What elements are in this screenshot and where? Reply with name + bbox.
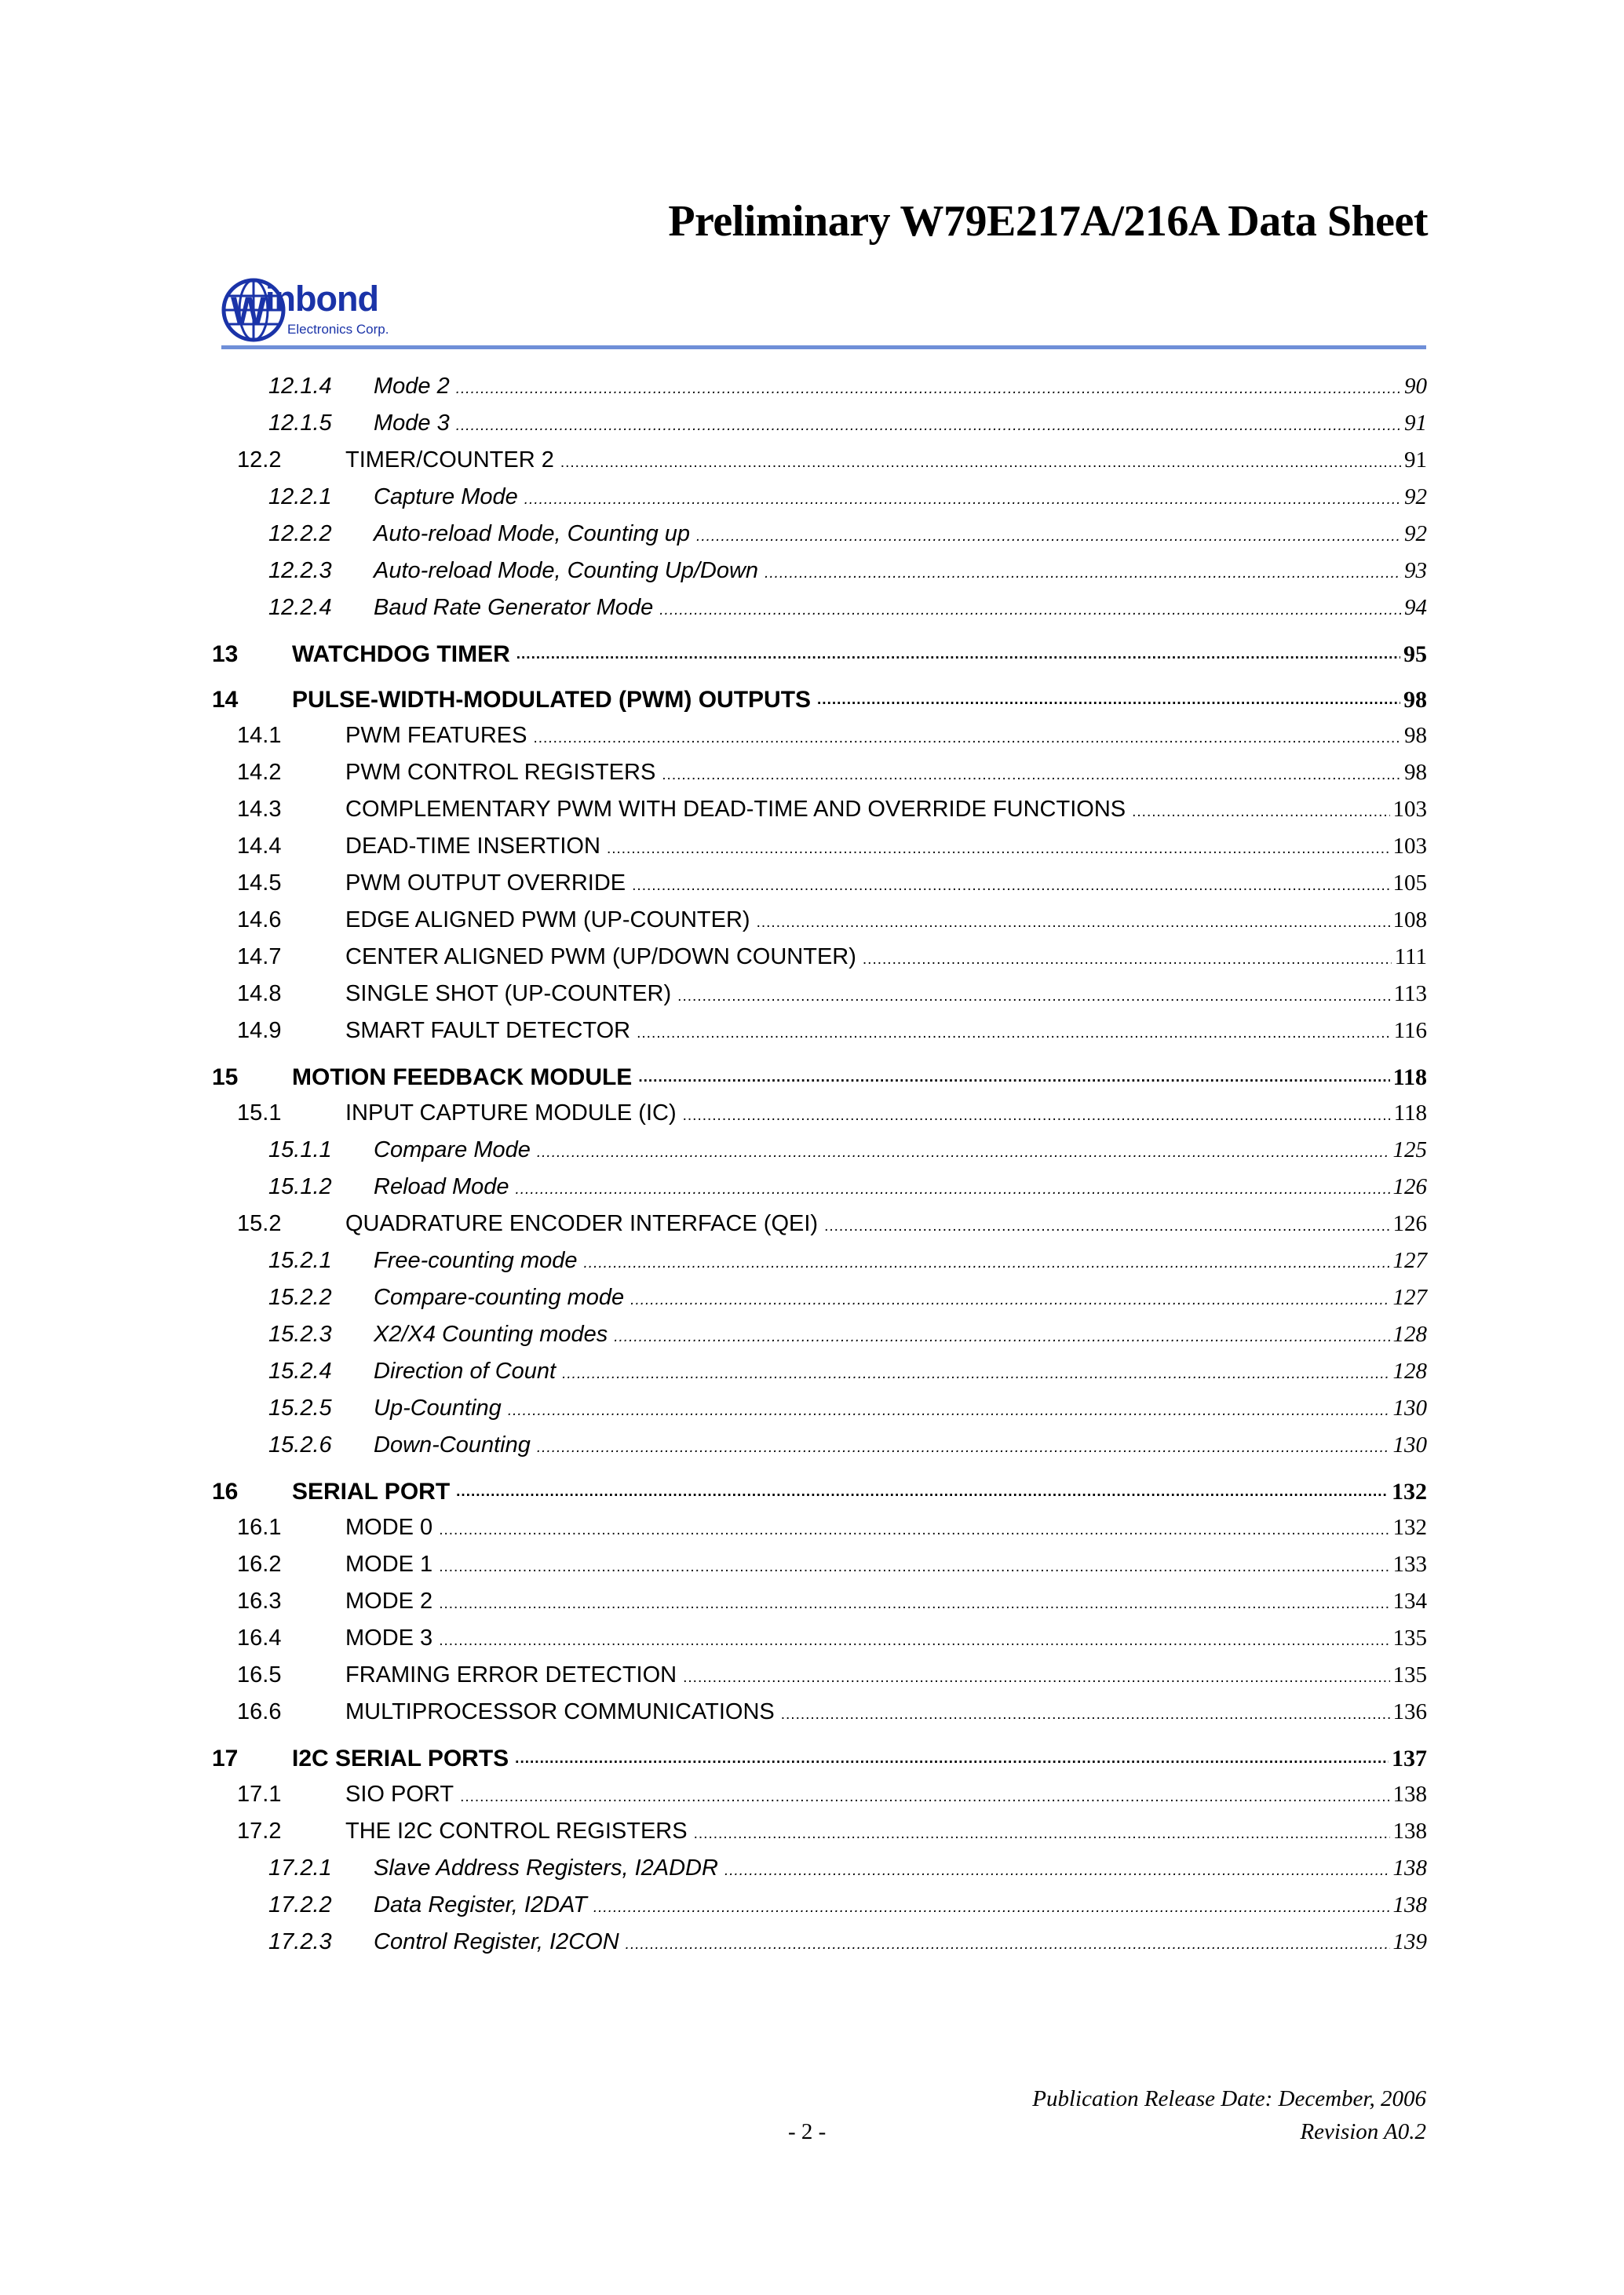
toc-entry-title: Baud Rate Generator Mode	[374, 595, 654, 620]
toc-entry[interactable]	[212, 595, 1427, 632]
dot-leader	[781, 1706, 1390, 1724]
toc-entry-number: 15.1.2	[268, 1174, 332, 1199]
dot-leader	[683, 1107, 1391, 1125]
toc-entry[interactable]	[212, 1589, 1427, 1625]
document-title: Preliminary W79E217A/216A Data Sheet	[668, 197, 1428, 246]
toc-entry-number: 17.1	[237, 1782, 282, 1807]
toc-entry-number: 14.9	[237, 1018, 282, 1043]
winbond-logo	[220, 276, 424, 345]
toc-entry-number: 16.1	[237, 1515, 282, 1540]
toc-entry-title: PWM OUTPUT OVERRIDE	[345, 870, 626, 896]
toc-entry-page: 134	[1392, 1589, 1427, 1614]
dot-leader	[560, 454, 1401, 472]
toc-entry[interactable]	[212, 1552, 1427, 1589]
toc-entry-number: 12.2.3	[268, 558, 332, 583]
toc-entry[interactable]	[212, 1515, 1427, 1552]
revision: Revision A0.2	[1300, 2119, 1426, 2144]
page-number: - 2 -	[788, 2119, 827, 2144]
toc-entry-number: 16.4	[237, 1625, 282, 1651]
toc-entry[interactable]	[212, 1782, 1427, 1819]
toc-entry[interactable]	[212, 1892, 1427, 1929]
dot-leader	[460, 1789, 1389, 1806]
toc-entry-page: 118	[1392, 1064, 1427, 1090]
toc-entry-page: 93	[1404, 558, 1427, 583]
toc-entry[interactable]	[212, 558, 1427, 595]
dot-leader	[516, 1181, 1390, 1199]
toc-entry[interactable]	[212, 1359, 1427, 1396]
toc-entry-page: 127	[1392, 1285, 1427, 1310]
toc-entry-number: 15.2.4	[268, 1359, 332, 1384]
toc-entry-title: Capture Mode	[374, 484, 518, 509]
toc-entry-number: 15.2.6	[268, 1432, 332, 1458]
dot-leader	[630, 1292, 1389, 1309]
toc-entry-title: X2/X4 Counting modes	[374, 1322, 608, 1347]
toc-entry-title: SMART FAULT DETECTOR	[345, 1018, 631, 1043]
dot-leader	[537, 1144, 1390, 1162]
toc-entry-number: 14.2	[237, 760, 282, 785]
toc-entry-page: 138	[1392, 1892, 1427, 1917]
toc-entry[interactable]	[212, 484, 1427, 521]
dot-leader	[508, 1403, 1390, 1420]
toc-entry-number: 17	[212, 1746, 239, 1771]
toc-entry-number: 13	[212, 641, 239, 667]
toc-entry[interactable]	[212, 870, 1427, 907]
toc-entry-title: Control Register, I2CON	[374, 1929, 619, 1954]
toc-entry-number: 16.6	[237, 1699, 282, 1724]
dot-leader	[662, 767, 1401, 784]
table-of-contents	[212, 374, 1427, 1966]
toc-entry-title: MODE 2	[345, 1589, 433, 1614]
logo-initial: W	[231, 290, 267, 332]
toc-entry-number: 14.5	[237, 870, 282, 896]
toc-entry[interactable]	[212, 1322, 1427, 1359]
dot-leader	[824, 1218, 1389, 1235]
toc-entry-title: Slave Address Registers, I2ADDR	[374, 1855, 718, 1881]
toc-entry[interactable]	[212, 944, 1427, 981]
toc-entry-title: Down-Counting	[374, 1432, 531, 1458]
dot-leader	[1132, 804, 1389, 821]
dot-leader	[757, 914, 1390, 932]
toc-entry-number: 12.1.4	[268, 374, 332, 399]
toc-entry-title: I2C SERIAL PORTS	[292, 1746, 509, 1771]
toc-entry-number: 16.5	[237, 1662, 282, 1688]
dot-leader	[765, 565, 1401, 582]
toc-entry-title: FRAMING ERROR DETECTION	[345, 1662, 677, 1688]
toc-entry-number: 14.6	[237, 907, 282, 932]
toc-entry-page: 126	[1392, 1211, 1427, 1236]
toc-entry-page: 132	[1392, 1479, 1427, 1505]
toc-entry-number: 17.2.3	[268, 1929, 332, 1954]
toc-entry-title: MODE 3	[345, 1625, 433, 1651]
toc-entry-title: Free-counting mode	[374, 1248, 578, 1273]
header-rule	[221, 345, 1426, 349]
dot-leader	[562, 1366, 1389, 1383]
toc-entry[interactable]	[212, 1819, 1427, 1855]
dot-leader	[614, 1329, 1389, 1346]
toc-entry-page: 92	[1404, 484, 1427, 509]
dot-leader	[533, 730, 1401, 747]
publication-release-date: Publication Release Date: December, 2006	[1032, 2086, 1426, 2111]
toc-entry-number: 15.1.1	[268, 1137, 332, 1162]
logo-subtitle: Electronics Corp.	[287, 322, 389, 337]
toc-entry[interactable]	[212, 907, 1427, 944]
toc-entry[interactable]	[212, 1855, 1427, 1892]
toc-entry[interactable]	[212, 760, 1427, 797]
toc-entry-page: 139	[1392, 1929, 1427, 1954]
toc-entry[interactable]	[212, 410, 1427, 447]
toc-entry[interactable]	[212, 1625, 1427, 1662]
dot-leader	[863, 951, 1392, 969]
toc-entry[interactable]	[212, 632, 1427, 677]
toc-entry-number: 12.1.5	[268, 410, 332, 436]
dot-leader	[524, 491, 1401, 509]
dot-leader	[659, 602, 1401, 619]
toc-entry-page: 138	[1392, 1855, 1427, 1881]
toc-entry[interactable]	[212, 1174, 1427, 1211]
toc-entry[interactable]	[212, 797, 1427, 834]
toc-entry-page: 128	[1392, 1359, 1427, 1384]
toc-entry[interactable]	[212, 834, 1427, 870]
toc-entry-page: 95	[1403, 641, 1427, 667]
toc-entry-title: COMPLEMENTARY PWM WITH DEAD-TIME AND OVERRIDE FUNCTIONS	[345, 797, 1126, 822]
toc-entry[interactable]	[212, 1055, 1427, 1100]
toc-entry-title: CENTER ALIGNED PWM (UP/DOWN COUNTER)	[345, 944, 856, 969]
toc-entry-page: 98	[1403, 687, 1427, 713]
toc-entry-page: 92	[1404, 521, 1427, 546]
toc-entry-page: 103	[1392, 797, 1427, 822]
toc-entry-page: 108	[1392, 907, 1427, 932]
toc-entry-page: 138	[1392, 1819, 1427, 1844]
toc-entry-number: 15.2	[237, 1211, 282, 1236]
toc-entry-number: 15.1	[237, 1100, 282, 1126]
toc-entry[interactable]	[212, 374, 1427, 410]
toc-entry-title: PULSE-WIDTH-MODULATED (PWM) OUTPUTS	[292, 687, 812, 713]
toc-entry-page: 136	[1392, 1699, 1427, 1724]
toc-entry-title: Mode 2	[374, 374, 450, 399]
dot-leader	[456, 418, 1401, 435]
toc-entry-page: 138	[1392, 1782, 1427, 1807]
dot-leader	[683, 1669, 1389, 1687]
toc-entry-title: SIO PORT	[345, 1782, 454, 1807]
toc-entry-number: 15.2.2	[268, 1285, 332, 1310]
toc-entry-title: SERIAL PORT	[292, 1479, 451, 1505]
toc-entry-number: 16.2	[237, 1552, 282, 1577]
toc-entry-title: THE I2C CONTROL REGISTERS	[345, 1819, 688, 1844]
toc-entry-number: 14.1	[237, 723, 282, 748]
toc-entry-title: PWM FEATURES	[345, 723, 527, 748]
toc-entry[interactable]	[212, 1018, 1427, 1055]
toc-entry-number: 12.2.1	[268, 484, 332, 509]
toc-entry-title: MOTION FEEDBACK MODULE	[292, 1064, 633, 1090]
dot-leader	[694, 1826, 1390, 1843]
toc-entry-page: 98	[1404, 760, 1427, 785]
dot-leader	[456, 381, 1401, 398]
toc-entry[interactable]	[212, 1469, 1427, 1515]
dot-leader	[439, 1596, 1389, 1613]
toc-entry-title: Data Register, I2DAT	[374, 1892, 587, 1917]
toc-entry-page: 105	[1392, 870, 1427, 896]
toc-entry-title: Mode 3	[374, 410, 450, 436]
dot-leader	[439, 1633, 1389, 1650]
toc-entry-title: SINGLE SHOT (UP-COUNTER)	[345, 981, 672, 1006]
toc-entry-title: Auto-reload Mode, Counting Up/Down	[374, 558, 759, 583]
toc-entry[interactable]	[212, 981, 1427, 1018]
toc-entry[interactable]	[212, 1100, 1427, 1137]
toc-entry-number: 14	[212, 687, 239, 713]
toc-entry-page: 128	[1392, 1322, 1427, 1347]
toc-entry[interactable]	[212, 1736, 1427, 1782]
toc-entry-number: 14.3	[237, 797, 282, 822]
toc-entry-title: PWM CONTROL REGISTERS	[345, 760, 656, 785]
toc-entry-page: 130	[1392, 1432, 1427, 1458]
toc-entry-number: 12.2	[237, 447, 282, 472]
dot-leader	[607, 841, 1390, 858]
dot-leader	[584, 1255, 1390, 1272]
toc-entry-page: 90	[1404, 374, 1427, 399]
toc-entry-page: 127	[1392, 1248, 1427, 1273]
toc-entry[interactable]	[212, 1396, 1427, 1432]
toc-entry-number: 17.2.2	[268, 1892, 332, 1917]
toc-entry[interactable]	[212, 521, 1427, 558]
toc-entry-page: 103	[1392, 834, 1427, 859]
toc-entry-page: 126	[1392, 1174, 1427, 1199]
toc-entry-number: 17.2	[237, 1819, 282, 1844]
toc-entry-number: 16.3	[237, 1589, 282, 1614]
toc-entry-title: INPUT CAPTURE MODULE (IC)	[345, 1100, 677, 1126]
dot-leader	[439, 1559, 1389, 1576]
logo-wordmark: inbond	[265, 279, 378, 319]
toc-entry-number: 17.2.1	[268, 1855, 332, 1881]
toc-entry-number: 14.4	[237, 834, 282, 859]
toc-entry-page: 116	[1393, 1018, 1427, 1043]
toc-entry-page: 91	[1404, 447, 1427, 472]
toc-entry-title: DEAD-TIME INSERTION	[345, 834, 600, 859]
toc-entry-page: 132	[1392, 1515, 1427, 1540]
toc-entry-page: 94	[1404, 595, 1427, 620]
toc-entry-page: 118	[1393, 1100, 1427, 1126]
toc-entry[interactable]	[212, 1662, 1427, 1699]
toc-entry-number: 15.2.5	[268, 1396, 332, 1421]
dot-leader	[626, 1936, 1390, 1954]
toc-entry-number: 16	[212, 1479, 239, 1505]
toc-entry-title: EDGE ALIGNED PWM (UP-COUNTER)	[345, 907, 750, 932]
dot-leader	[516, 646, 1400, 663]
dot-leader	[632, 878, 1389, 895]
toc-entry-number: 14.7	[237, 944, 282, 969]
dot-leader	[515, 1750, 1389, 1768]
toc-entry-title: Direction of Count	[374, 1359, 557, 1384]
dot-leader	[724, 1863, 1390, 1880]
toc-entry-title: MODE 1	[345, 1552, 433, 1577]
toc-entry[interactable]	[212, 723, 1427, 760]
toc-entry-page: 137	[1392, 1746, 1427, 1771]
toc-entry-page: 113	[1393, 981, 1427, 1006]
dot-leader	[537, 1439, 1390, 1457]
dot-leader	[677, 988, 1390, 1005]
toc-entry-page: 135	[1392, 1625, 1427, 1651]
dot-leader	[637, 1025, 1390, 1042]
dot-leader	[593, 1899, 1390, 1917]
toc-entry[interactable]	[212, 1137, 1427, 1174]
toc-entry-title: Auto-reload Mode, Counting up	[374, 521, 691, 546]
toc-entry-title: Compare Mode	[374, 1137, 531, 1162]
toc-entry-number: 14.8	[237, 981, 282, 1006]
toc-entry-title: TIMER/COUNTER 2	[345, 447, 554, 472]
toc-entry-page: 130	[1392, 1396, 1427, 1421]
toc-entry-page: 98	[1404, 723, 1427, 748]
dot-leader	[817, 691, 1400, 709]
toc-entry-page: 125	[1392, 1137, 1427, 1162]
toc-entry-page: 133	[1392, 1552, 1427, 1577]
toc-entry-page: 111	[1394, 944, 1427, 969]
toc-entry[interactable]	[212, 1211, 1427, 1248]
dot-leader	[439, 1522, 1389, 1539]
toc-entry-title: Up-Counting	[374, 1396, 502, 1421]
toc-entry-title: MODE 0	[345, 1515, 433, 1540]
toc-entry-number: 15	[212, 1064, 239, 1090]
dot-leader	[638, 1069, 1389, 1086]
dot-leader	[456, 1483, 1389, 1501]
toc-entry-page: 91	[1404, 410, 1427, 436]
toc-entry-number: 15.2.3	[268, 1322, 332, 1347]
toc-entry-title: WATCHDOG TIMER	[292, 641, 510, 667]
toc-entry[interactable]	[212, 1285, 1427, 1322]
toc-entry-title: Compare-counting mode	[374, 1285, 625, 1310]
toc-entry[interactable]	[212, 1432, 1427, 1469]
toc-entry[interactable]	[212, 1248, 1427, 1285]
toc-entry[interactable]	[212, 1929, 1427, 1966]
dot-leader	[696, 528, 1401, 545]
toc-entry[interactable]	[212, 1699, 1427, 1736]
toc-entry-number: 12.2.4	[268, 595, 332, 620]
toc-entry[interactable]	[212, 447, 1427, 484]
toc-entry[interactable]	[212, 677, 1427, 723]
toc-entry-page: 135	[1392, 1662, 1427, 1688]
toc-entry-title: Reload Mode	[374, 1174, 509, 1199]
toc-entry-number: 15.2.1	[268, 1248, 332, 1273]
toc-entry-title: QUADRATURE ENCODER INTERFACE (QEI)	[345, 1211, 819, 1236]
toc-entry-number: 12.2.2	[268, 521, 332, 546]
toc-entry-title: MULTIPROCESSOR COMMUNICATIONS	[345, 1699, 775, 1724]
